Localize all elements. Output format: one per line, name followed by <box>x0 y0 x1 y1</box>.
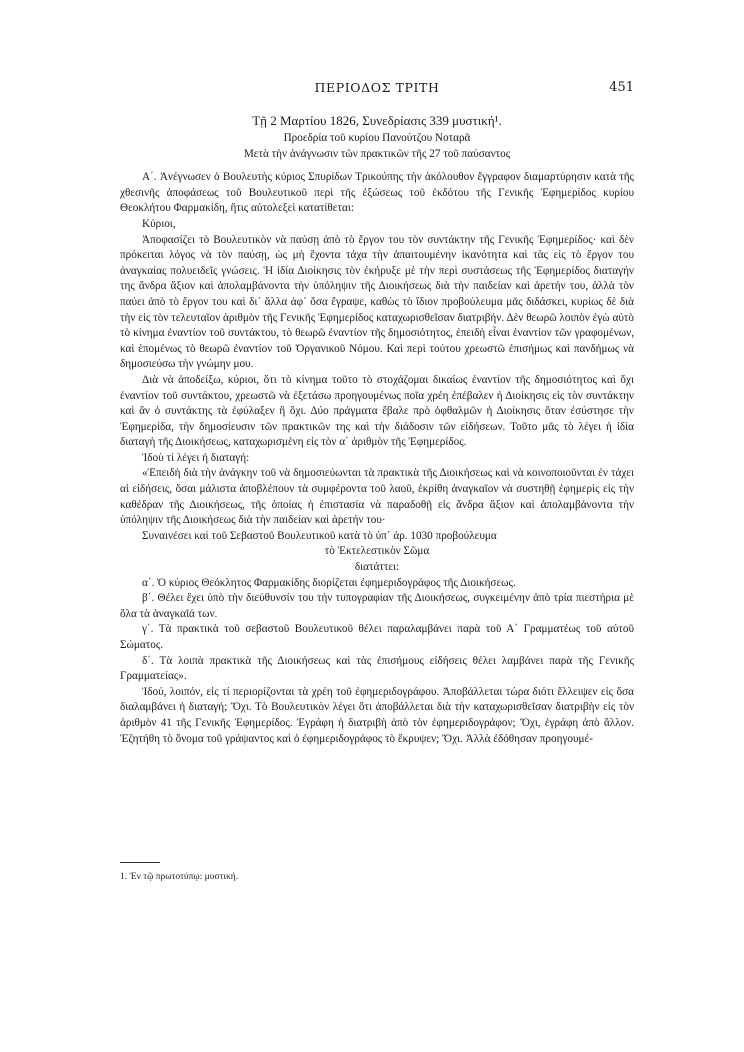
decree-item-c: γ΄. Τὰ πρακτικὰ τοῦ σεβαστοῦ Βουλευτικοῦ θέλει παραλαμβάνει παρὰ τοῦ Α΄ Γραμματέως τοῦ αὐτοῦ Σώματος. <box>120 623 634 651</box>
paragraph-decree-intro: Ἰδοὺ τί λέγει ἡ διαταγή: <box>142 451 250 464</box>
decree-item-a: α΄. Ὁ κύριος Θεόκλητος Φαρμακίδης διορίζεται ἐφημεριδογράφος τῆς Διοικήσεως. <box>142 576 516 589</box>
salutation: Κύριοι, <box>142 217 176 230</box>
decree-item-d: δ΄. Τὰ λοιπὰ πρακτικὰ τῆς Διοικήσεως καὶ τὰς ἐπισήμους εἰδήσεις θέλει λαμβάνει παρὰ τῆς Γενικῆς Γραμματείας». <box>120 654 634 683</box>
decrees-label: διατάττει: <box>354 561 400 574</box>
paragraph-consent: Συναινέσει καὶ τοῦ Σεβαστοῦ Βουλευτικοῦ κατὰ τὸ ὑπ᾽ ἀρ. 1030 προβούλευμα <box>142 529 497 542</box>
page-header <box>120 80 634 100</box>
executive-body: τὸ Ἐκτελεστικὸν Σῶμα <box>324 545 430 558</box>
page-body <box>120 112 634 747</box>
session-title: Τῇ 2 Μαρτίου 1826, Συνεδρίασις 339 μυστική¹. <box>252 113 502 128</box>
session-after-reading: Μετὰ τὴν ἀνάγνωσιν τῶν πρακτικῶν τῆς 27 τοῦ παύσαντος <box>243 147 511 160</box>
footnote: 1. Ἐν τῷ πρωτοτύπῳ: μυστική. <box>120 872 239 882</box>
session-presidency: Προεδρία τοῦ κυρίου Πανούτζου Νοταρᾶ <box>283 132 471 144</box>
paragraph-a: Α΄. Ἀνέγνωσεν ὁ Βουλευτὴς κύριος Σπυρίδων Τρικούπης τὴν ἀκόλουθον ἔγγραφον διαμαρτύρησιν κατὰ τῆς χθεσινῆς ἀποφάσεως τοῦ Βουλευτικοῦ περὶ τῆς ἐξώσεως τοῦ ἐκδότου τῆς Γενικῆς Ἐφημερίδος κυρίου Θεοκλήτου Φαρμακίδη, ἥτις αὐτολεξεὶ κατατίθεται: <box>120 171 634 215</box>
paragraph-conclusion: Ἰδού, λοιπόν, εἰς τί περιορίζονται τὰ χρέη τοῦ ἐφημεριδογράφου. Ἀποβάλλεται τώρα διότι ἔλλειψεν εἰς ὅσα διαλαμβάνει ἡ διαταγή; Ὄχι. Τὸ Βουλευτικὸν λέγει ὅτι ἀποβάλλεται διὰ τὴν καταχωρισθεῖσαν διατριβὴν εἰς τὸν ἀριθμὸν 41 τῆς Γενικῆς Ἐφημερίδος. Ἐγράφη ἡ διατριβὴ ἀπὸ τὸν ἐφημεριδογράφον; Ὄχι, ἐγράφη ἀπὸ ἄλλον. Ἐζητήθη τὸ ὄνομα τοῦ γράψαντος καὶ ὁ ἐφημεριδογράφος τὸ ἔκρυψεν; Ὄχι. Ἀλλὰ ἐδόθησαν προηγουμέ- <box>120 685 634 745</box>
paragraph-proof: Διὰ νὰ ἀποδείξω, κύριοι, ὅτι τὸ κίνημα τοῦτο τὸ στοχάζομαι δικαίως ἐναντίον τῆς δημοσιότητος καὶ ὄχι ἐναντίον τοῦ συντάκτου, χρεωστῶ νὰ ἐξετάσω προηγουμένως ποῖα χρέη ἐπέβαλεν ἡ Διοίκησις εἰς τὸν συντάκτην καὶ ἂν ὁ συντάκτης τὰ ἐφύλαξεν ἢ ὄχι. Δύο πράγματα ἔβαλε πρὸ ὀφθαλμῶν ἡ Διοίκησις ὅταν ἐσύστησε τὴν Ἐφημερίδα, τὴν δημοσίευσιν τῶν πρακτικῶν της καὶ τὴν διάδοσιν τῶν εἰδήσεων. Τοῦτο μᾶς τὸ λέγει ἡ ἰδία διαταγὴ τῆς Διοικήσεως, καταχωρισμένη εἰς τὸν α΄ ἀριθμὸν τῆς Ἐφημερίδος. <box>120 373 634 449</box>
paragraph-protest: Ἀποφασίζει τὸ Βουλευτικὸν νὰ παύσῃ ἀπὸ τὸ ἔργον του τὸν συντάκτην τῆς Γενικῆς Ἐφημερίδος· καὶ δὲν πρόκειται λόγος νὰ τὸν παύσῃ, ὡς μὴ ἔχοντα τάχα τὴν ἀπαιτουμένην ἱκανότητα καὶ τὰς εἰς τὸ ἔργον του ἀναγκαίας πολυειδεῖς γνώσεις. Ἡ ἰδία Διοίκησις τὸν ἐκήρυξε μὲ τὴν περὶ συστάσεως τῆς Ἐφημερίδος διαταγήν της ἄνδρα ἄξιον καὶ ἀπολαμβάνοντα τὴν ὑπόληψιν τῆς Διοικήσεως διὰ τὴν παιδείαν καὶ ἀρετήν του, ἀλλὰ τὸν παύει ἀπὸ τὸ ἔργον του καὶ δι᾽ ἄλλα ἀφ᾽ ὅσα ἔγραψε, καθὼς τὸ ἴδιον προβούλευμα μᾶς διδάσκει, κυρίως δὲ διὰ τὴν εἰς τὸν τελευταῖον ἀριθμὸν τῆς Γενικῆς Ἐφημερίδος καταχωρισθεῖσαν διατριβήν. Δὲν θεωρῶ λοιπὸν ἐγὼ αὐτὸ τὸ κίνημα ἐναντίον τοῦ συντάκτου, τὸ θεωρῶ ἐναντίον τῆς δημοσιότητος, ἐπειδὴ εἶναι ἐναντίον τῶν γραφομένων, καὶ ἑπομένως τὸ θεωρῶ ἐναντίον τοῦ Ὀργανικοῦ Νόμου. Καὶ περὶ τούτου χρεωστῶ ἐπισήμως καὶ πανδήμως νὰ δημοσιεύσω τὴν γνώμην μου. <box>120 233 634 371</box>
decree-item-b: β΄. Θέλει ἔχει ὑπὸ τὴν διεύθυνσίν του τὴν τυπογραφίαν τῆς Διοικήσεως, συγκειμένην ἀπὸ τρία πιεστήρια μὲ ὅλα τὰ ἀναγκαῖά των. <box>120 592 634 620</box>
decree-quote: «Ἐπειδὴ διὰ τὴν ἀνάγκην τοῦ νὰ δημοσιεύωνται τὰ πρακτικὰ τῆς Διοικήσεως καὶ νὰ κοινοποιοῦνται ἐν τάχει αἱ εἰδήσεις, ὅσαι μάλιστα ἀποβλέπουν τὰ συμφέροντα τοῦ λαοῦ, ἐκρίθη ἀναγκαῖον νὰ συστηθῇ ἐφημερὶς εἰς τὴν καθέδραν τῆς Διοικήσεως, τῆς ὁποίας ἡ ἐπιστασία νὰ παραδοθῇ εἰς ἄνδρα ἄξιον καὶ ἀπολαμβάνοντα τὴν ὑπόληψιν τῆς Διοικήσεως διὰ τὴν παιδείαν καὶ ἀρετήν του· <box>120 467 634 527</box>
running-title: ΠΕΡΙΟΔΟΣ ΤΡΙΤΗ <box>314 80 440 95</box>
footnote-divider <box>120 862 160 863</box>
page-number: 451 <box>609 80 634 95</box>
